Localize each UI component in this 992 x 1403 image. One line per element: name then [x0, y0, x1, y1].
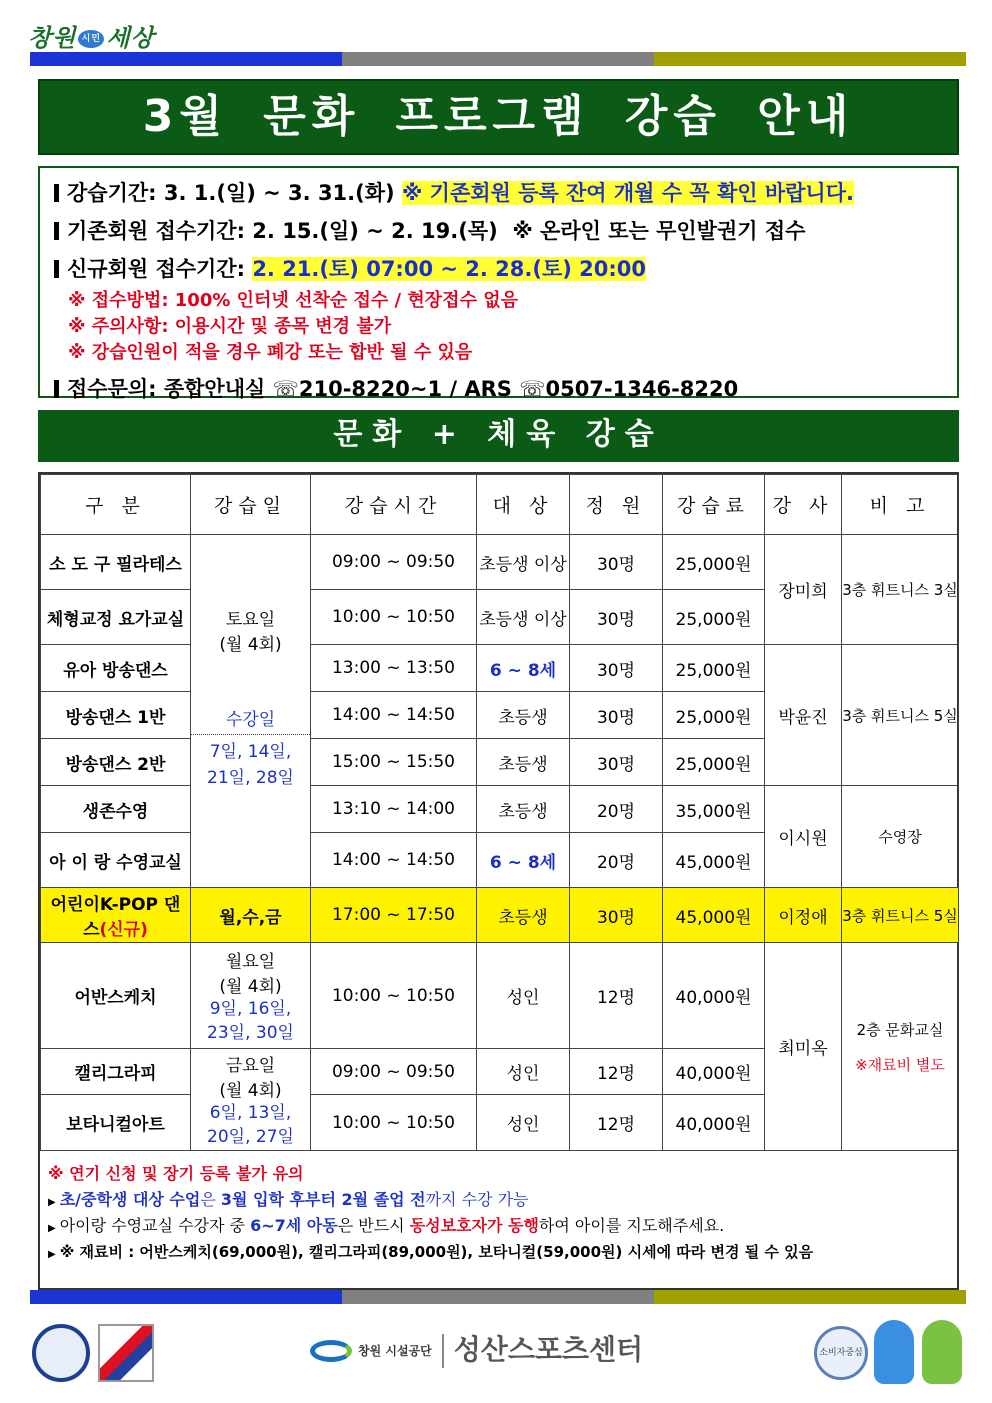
page-title: 3월 문화 프로그램 강습 안내 — [38, 79, 959, 155]
period-line: 강습기간: 3. 1.(일) ~ 3. 31.(화) ※ 기존회원 등록 잔여 개월 수 꼭 확인 바랍니다. — [54, 174, 957, 212]
section-title: 문화 + 체육 강습 — [38, 410, 959, 462]
mascot-blue-icon — [874, 1320, 914, 1384]
new-line: 신규회원 접수기간: 2. 21.(토) 07:00 ~ 2. 28.(토) 20:00 — [54, 250, 957, 288]
certification-mark-icon — [98, 1324, 154, 1382]
center-logo — [310, 1328, 643, 1368]
note-caution: ※ 주의사항: 이용시간 및 종목 변경 불가 — [68, 316, 392, 337]
footer-notes — [40, 1151, 957, 1265]
mascot-green-icon — [922, 1320, 962, 1384]
org-name: 창원 시설공단 — [358, 1344, 432, 1358]
brand-suffix: 세상 — [106, 24, 155, 52]
table-row: 방송댄스 1반 14:00 ~ 14:50 초등생 30명 25,000원 — [41, 692, 959, 739]
center-name: 성산스포츠센터 — [453, 1333, 644, 1366]
note-method: ※ 접수방법: 100% 인터넷 선착순 접수 / 현장접수 없음 — [68, 290, 518, 311]
saturday-schedule: 토요일 (월 4회) 수강일 7일, 14일, 21일, 28일 — [191, 535, 311, 888]
swoosh-icon — [310, 1340, 352, 1362]
table-row-highlight: 어린이K-POP 댄 스(신규) 월,수,금 17:00 ~ 17:50 초등생 30명 45,000원 이정애 3층 휘트니스 5실 — [41, 888, 959, 943]
footer-note-1: ※ 연기 신청 및 장기 등록 불가 유의 — [48, 1164, 304, 1183]
bottom-color-bar — [30, 1290, 966, 1304]
footer-note-4: ▶ ※ 재료비 : 어반스케치(69,000원), 캘리그라피(89,000원), 보타니컬(59,000원) 시세에 따라 변경 될 수 있음 — [48, 1243, 814, 1261]
existing-line: 기존회원 접수기간: 2. 15.(일) ~ 2. 19.(목) ※ 온라인 또는 무인발권기 접수 — [54, 212, 957, 250]
friday-schedule: 금요일 (월 4회) 6일, 13일, 20일, 27일 — [191, 1049, 311, 1151]
brand-logo — [28, 18, 155, 53]
brand-badge: 시민 — [78, 30, 104, 48]
info-box — [38, 166, 959, 401]
human-rights-logo-icon — [32, 1324, 90, 1382]
contact-line: 접수문의: 종합안내실 ☏210-8220~1 / ARS ☏0507-1346-8220 — [54, 370, 957, 408]
table-row: 소 도 구 필라테스 토요일 (월 4회) 수강일 7일, 14일, 21일, 28일 09:00 ~ 09:50 초등생 이상 30명 25,000원 장미희 3층 휘트니스 3실 — [41, 535, 959, 590]
footer-note-2: ▶ 초/중학생 대상 수업은 3월 입학 후부터 2월 졸업 전까지 수강 가능 — [48, 1190, 529, 1209]
schedule-table — [38, 472, 959, 1290]
table-header: 구 분 강습일 강습시간 대 상 정 원 강습료 강 사 비 고 — [41, 475, 959, 535]
monday-schedule: 월요일 (월 4회) 9일, 16일, 23일, 30일 — [191, 943, 311, 1049]
table-row: 생존수영 13:10 ~ 14:00 초등생 20명 35,000원 이시원 수영장 — [41, 786, 959, 833]
table-row: 유아 방송댄스 13:00 ~ 13:50 6 ~ 8세 30명 25,000원 박윤진 3층 휘트니스 5실 — [41, 645, 959, 692]
ccm-badge-icon: 소비자중심 — [814, 1326, 868, 1380]
table-row: 캘리그라피 금요일 (월 4회) 6일, 13일, 20일, 27일 09:00 ~ 09:50 성인 12명 40,000원 — [41, 1049, 959, 1095]
note-cancel: ※ 강습인원이 적을 경우 폐강 또는 합반 될 수 있음 — [68, 342, 473, 363]
table-row: 보타니컬아트 10:00 ~ 10:50 성인 12명 40,000원 — [41, 1095, 959, 1151]
top-color-bar — [30, 52, 966, 66]
footer-note-3: ▶ 아이랑 수영교실 수강자 중 6~7세 아동은 반드시 동성보호자가 동행하여 아이를 지도해주세요. — [48, 1216, 725, 1235]
table-row: 방송댄스 2반 15:00 ~ 15:50 초등생 30명 25,000원 — [41, 739, 959, 786]
table-row: 아 이 랑 수영교실 14:00 ~ 14:50 6 ~ 8세 20명 45,000원 — [41, 833, 959, 888]
table-row: 어반스케치 월요일 (월 4회) 9일, 16일, 23일, 30일 10:00 ~ 10:50 성인 12명 40,000원 최미옥 2층 문화교실 ※재료비 별도 — [41, 943, 959, 1049]
brand-prefix: 창원 — [28, 24, 77, 52]
footer-logos — [0, 1318, 992, 1388]
table-row: 체형교정 요가교실 10:00 ~ 10:50 초등생 이상 30명 25,000원 — [41, 590, 959, 645]
